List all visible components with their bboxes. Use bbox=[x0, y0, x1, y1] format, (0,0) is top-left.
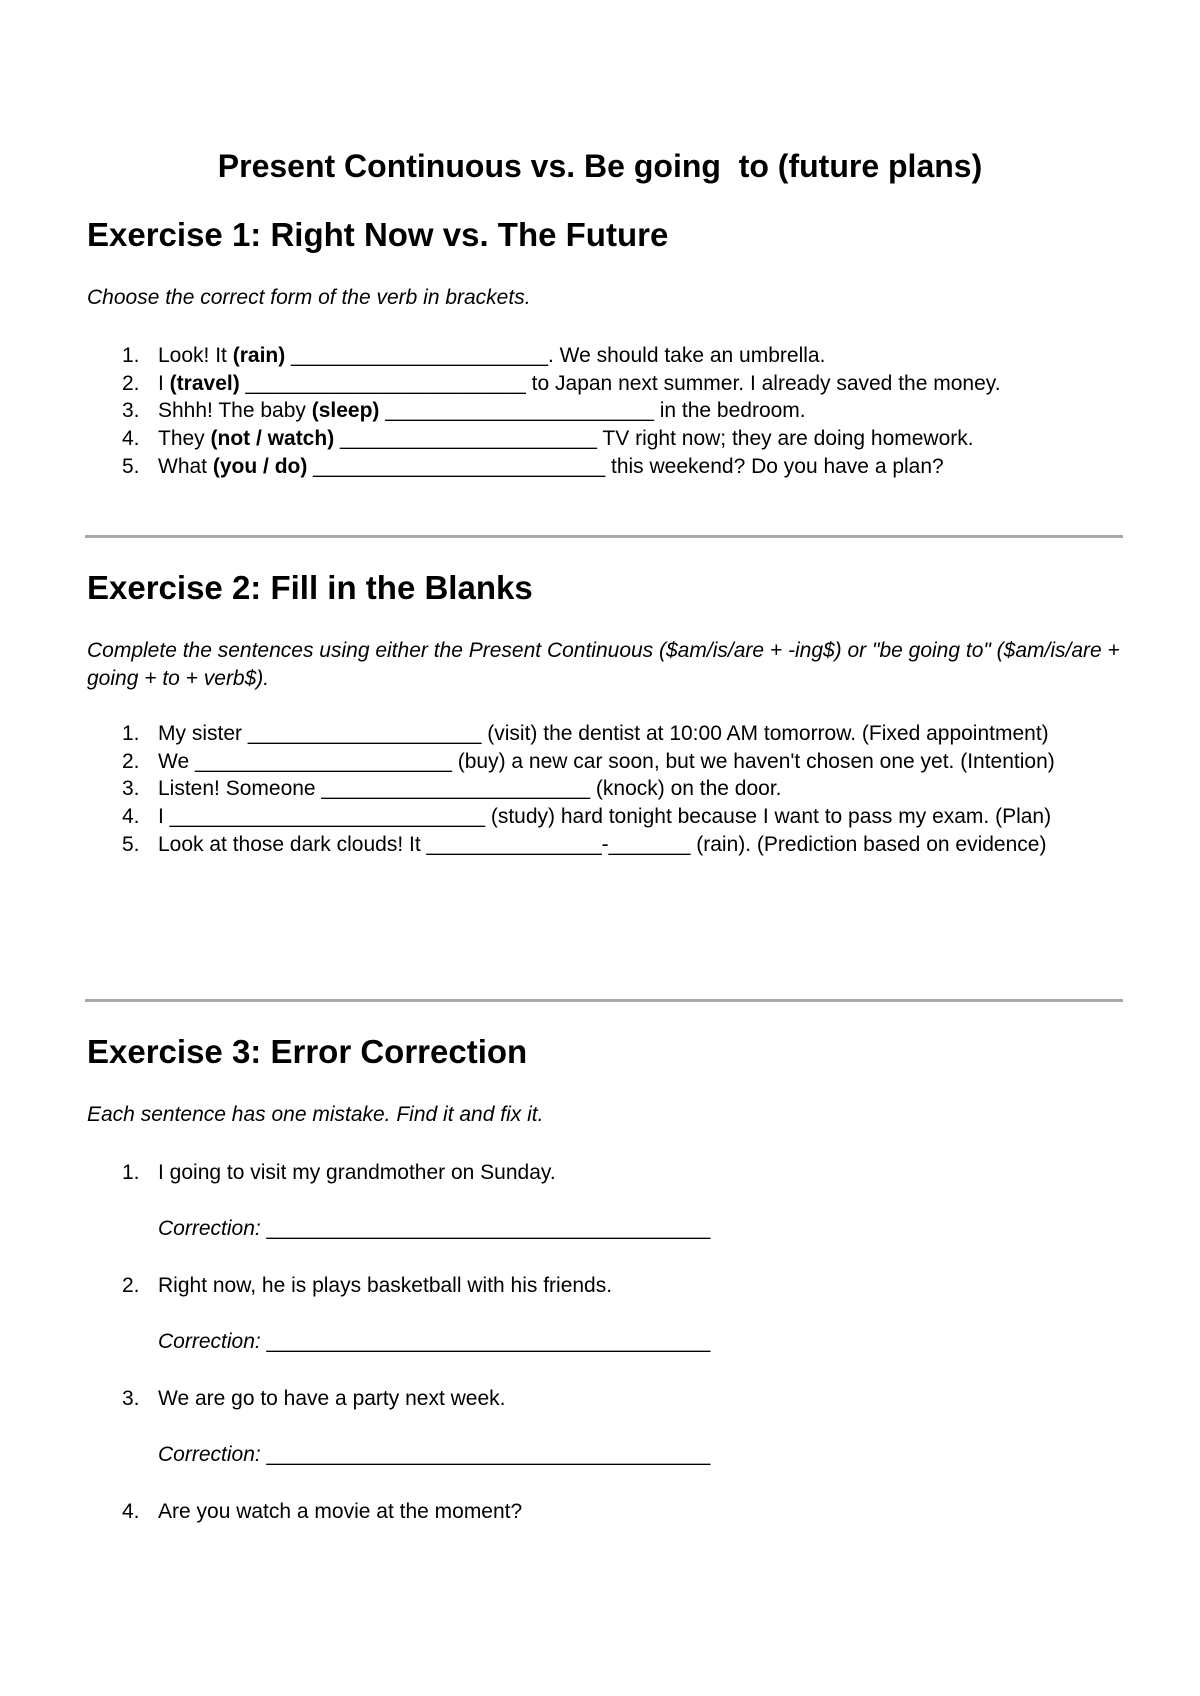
page-title: Present Continuous vs. Be going to (future plans) bbox=[217, 148, 983, 184]
correction-line[interactable] bbox=[158, 1215, 710, 1243]
exercise-1-heading: Exercise 1: Right Now vs. The Future bbox=[87, 216, 669, 253]
correction-label: Correction: bbox=[158, 1330, 261, 1353]
correction-blank: ______________________________________ bbox=[260, 1443, 711, 1466]
correction-line[interactable] bbox=[158, 1328, 710, 1356]
item-text: My sister ____________________ (visit) the dentist at 10:00 AM tomorrow. (Fixed appointment) bbox=[158, 722, 1049, 745]
list-item bbox=[87, 775, 1127, 803]
list-item bbox=[87, 453, 1127, 481]
item-text-after: ______________________. We should take an umbrella. bbox=[285, 344, 826, 367]
item-number: 3. bbox=[122, 399, 140, 423]
list-item bbox=[87, 803, 1127, 831]
exercise-3-list bbox=[87, 1159, 1127, 1526]
list-item bbox=[87, 1159, 1127, 1240]
item-text: I ___________________________ (study) hard tonight because I want to pass my exam. (Plan) bbox=[158, 805, 1052, 829]
item-text-before: They bbox=[158, 427, 211, 451]
item-text: Are you watch a movie at the moment? bbox=[158, 1500, 523, 1523]
exercise-2-list bbox=[87, 720, 1127, 859]
item-verb: (sleep) bbox=[311, 399, 380, 423]
section-divider bbox=[85, 535, 1123, 538]
item-number: 2. bbox=[122, 1274, 140, 1297]
list-item bbox=[87, 425, 1127, 453]
item-text: Listen! Someone _______________________ (knock) on the door. bbox=[158, 777, 782, 801]
item-number: 1. bbox=[122, 1161, 140, 1184]
item-number: 1. bbox=[122, 722, 140, 745]
exercise-1-section bbox=[87, 214, 1127, 478]
item-verb: (you / do) bbox=[212, 454, 308, 478]
list-item bbox=[87, 748, 1127, 776]
item-text-after: ______________________ TV right now; they are doing homework. bbox=[334, 427, 974, 451]
list-item bbox=[87, 720, 1127, 748]
section-divider bbox=[85, 999, 1123, 1002]
exercise-3-instruction: Each sentence has one mistake. Find it and fix it. bbox=[87, 1103, 544, 1126]
item-text: I going to visit my grandmother on Sunday. bbox=[158, 1161, 556, 1184]
exercise-3-section bbox=[87, 1031, 1127, 1523]
correction-blank: ______________________________________ bbox=[260, 1330, 711, 1353]
item-text-after: ________________________ to Japan next summer. I already saved the money. bbox=[239, 371, 1001, 395]
item-verb: (travel) bbox=[169, 371, 240, 395]
list-item bbox=[87, 397, 1127, 425]
correction-label: Correction: bbox=[158, 1217, 261, 1240]
item-text-before: I bbox=[158, 371, 170, 395]
list-item bbox=[87, 1385, 1127, 1466]
item-number: 4. bbox=[122, 1500, 140, 1523]
item-text: We ______________________ (buy) a new car soon, but we haven't chosen one yet. (Intention) bbox=[158, 749, 1055, 773]
correction-line[interactable] bbox=[158, 1441, 710, 1469]
item-text: We are go to have a party next week. bbox=[158, 1387, 506, 1410]
item-number: 5. bbox=[122, 832, 140, 856]
item-text: Look at those dark clouds! It _______________-_______ (rain). (Prediction based on evidence) bbox=[158, 832, 1047, 856]
exercise-2-section bbox=[87, 567, 1127, 856]
item-number: 3. bbox=[122, 777, 140, 801]
item-number: 1. bbox=[122, 344, 140, 367]
item-number: 2. bbox=[122, 749, 140, 773]
exercise-2-heading: Exercise 2: Fill in the Blanks bbox=[87, 569, 533, 606]
item-number: 4. bbox=[122, 427, 140, 451]
item-text: Right now, he is plays basketball with his friends. bbox=[158, 1274, 613, 1297]
item-verb: (not / watch) bbox=[210, 427, 335, 451]
exercise-1-list bbox=[87, 342, 1127, 481]
item-text-after: _________________________ this weekend? Do you have a plan? bbox=[307, 454, 944, 478]
item-text-before: Shhh! The baby bbox=[158, 399, 312, 423]
item-text-before: Look! It bbox=[158, 344, 233, 367]
correction-blank: ______________________________________ bbox=[260, 1217, 711, 1240]
exercise-3-heading: Exercise 3: Error Correction bbox=[87, 1033, 528, 1070]
item-number: 3. bbox=[122, 1387, 140, 1410]
exercise-2-instruction: Complete the sentences using either the Present Continuous ($am/is/are + -ing$) or "be going to" ($am/is/are + going + to + verb$). bbox=[87, 639, 1120, 690]
item-number: 2. bbox=[122, 371, 140, 395]
list-item bbox=[87, 1272, 1127, 1353]
correction-label: Correction: bbox=[158, 1443, 261, 1466]
item-text-before: What bbox=[158, 454, 213, 478]
item-number: 4. bbox=[122, 805, 140, 829]
item-verb: (rain) bbox=[232, 344, 286, 367]
exercise-1-instruction: Choose the correct form of the verb in brackets. bbox=[87, 286, 531, 309]
list-item bbox=[87, 370, 1127, 398]
list-item bbox=[87, 342, 1127, 370]
list-item bbox=[87, 1498, 1127, 1526]
item-text-after: _______________________ in the bedroom. bbox=[379, 399, 806, 423]
item-number: 5. bbox=[122, 454, 140, 478]
list-item bbox=[87, 831, 1127, 859]
